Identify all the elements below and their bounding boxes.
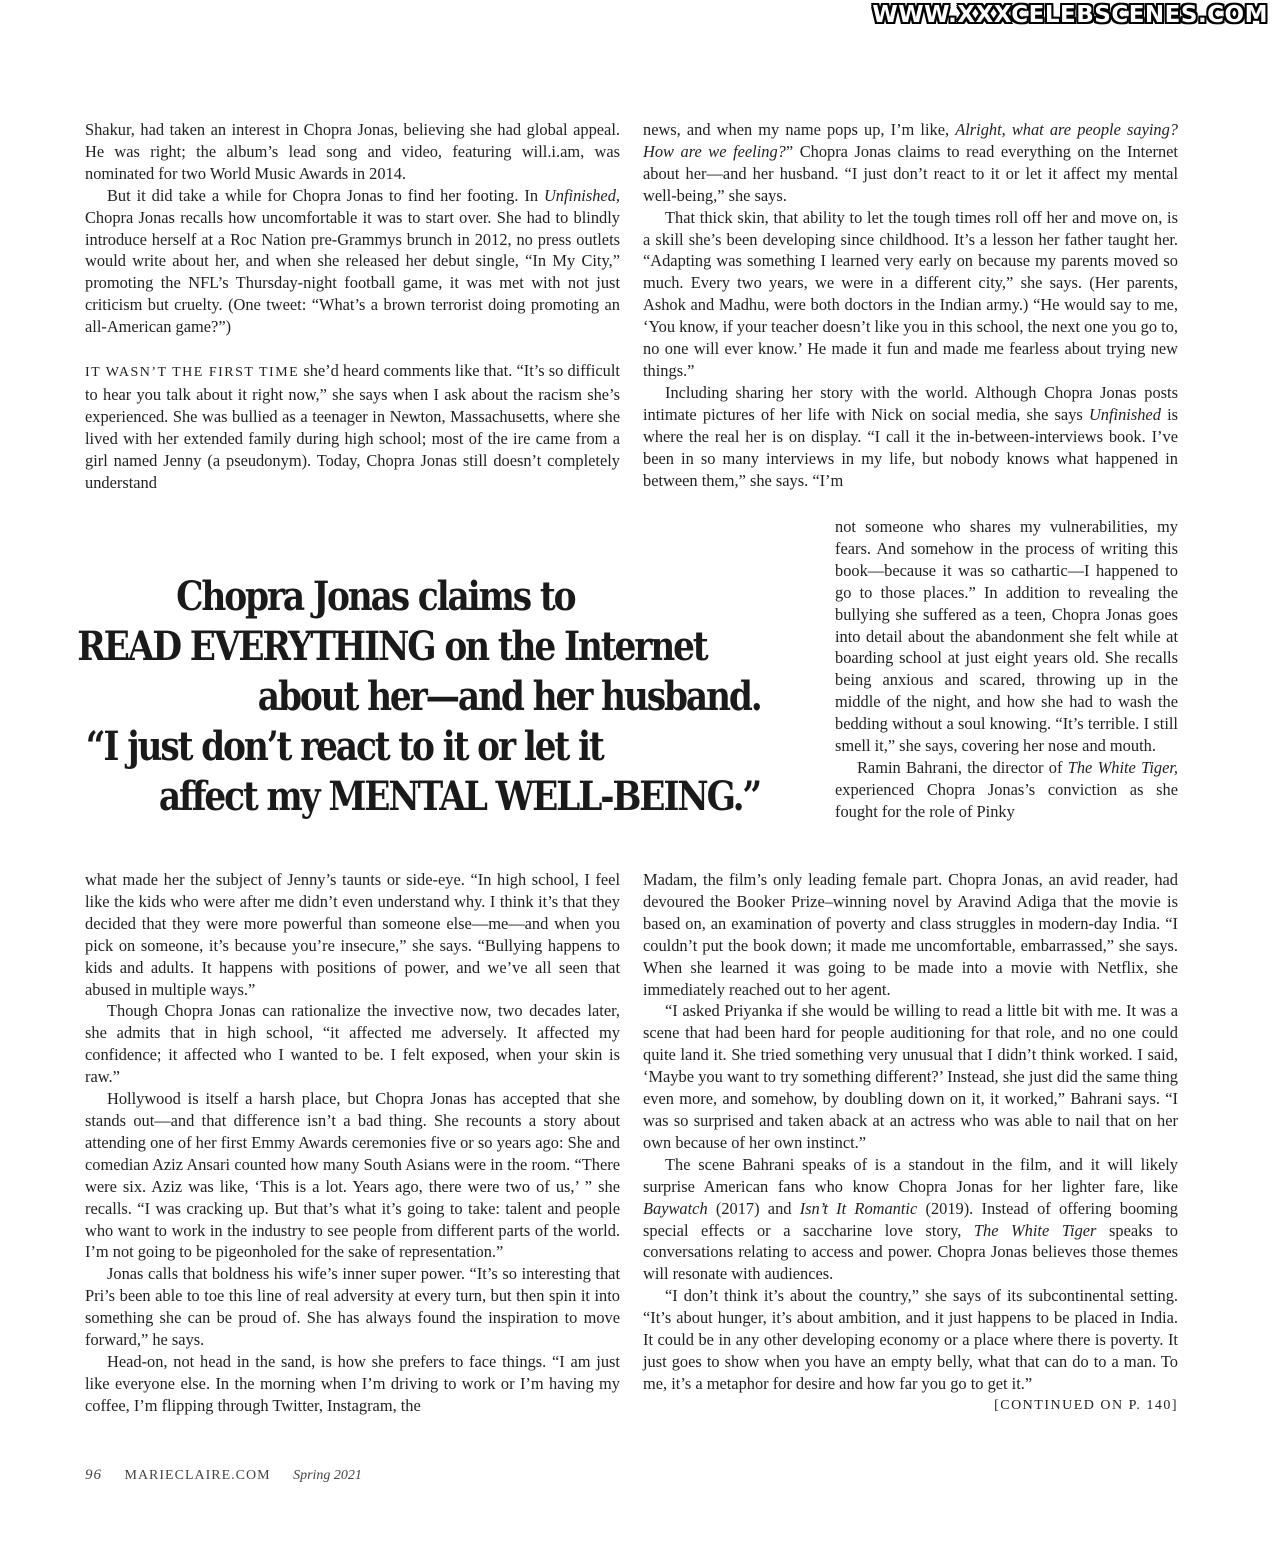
paragraph: Madam, the film’s only leading female part. Chopra Jonas, an avid reader, had devoured the Booker Prize–winning novel by Aravind Adiga that the movie is based on, an examination of poverty and class struggles in modern-day India. “I couldn’t put the book down; it made me uncomfortable, embarrassed,” she says. When she learned it was going to be made into a movie with Netflix, she immediately reached out to her agent. [643, 870, 1178, 999]
paragraph: Jonas calls that boldness his wife’s inner super power. “It’s so interesting that Pri’s been able to toe this line of real adversity at every turn, but then spin it into something she can be proud of. She has always found the inspiration to move forward,” he says. [85, 1264, 620, 1350]
continued-marker: [CONTINUED ON P. 140] [994, 1397, 1178, 1413]
paragraph: Ramin Bahrani, the director of The White Tiger, experienced Chopra Jonas’s conviction as she fought for the role of Pinky [835, 757, 1179, 821]
article-column-right-middle [835, 516, 1178, 823]
article-column-right-bottom [643, 869, 1178, 1417]
paragraph: “I asked Priyanka if she would be willing to read a little bit with me. It was a scene that had been hard for people auditioning for that role, and no one could quite land it. She tried something very unusual that I didn’t think worked. I said, ‘Maybe you want to try something different?’ Instead, she just did the same thing even more, and somehow, by doubling down on it, it worked,” Bahrani says. “I was so surprised and taken aback at an actress who was able to nail that on her own because of her own instinct.” [643, 1001, 1178, 1152]
article-column-left-bottom [85, 869, 620, 1417]
paragraph: But it did take a while for Chopra Jonas to find her footing. In Unfinished, Chopra Jonas recalls how uncomfortable it was to start over. She had to blindly introduce herself at a Roc Nation pre-Grammys brunch in 2012, no press outlets would write about her, and when she released her debut single, “In My City,” promoting the NFL’s Thursday-night football game, it was met with not just criticism but cruelty. (One tweet: “What’s a brown terrorist doing promoting an all-American game?”) [85, 185, 620, 337]
paragraph: not someone who shares my vulnerabilities, my fears. And somehow in the process of writing this book—because it was so cathartic—I happened to go to those places.” In addition to revealing the bullying she suffered as a teen, Chopra Jonas goes into detail about the abandonment she felt while at boarding school at just eight years old. She recalls being anxious and scared, throwing up in the middle of the night, and how she had to wash the bedding without a soul knowing. “It’s terrible. I still smell it,” she says, covering her nose and mouth. [835, 517, 1178, 756]
section-lead-in: IT WASN’T THE FIRST TIME [85, 365, 300, 381]
paragraph: news, and when my name pops up, I’m like, Alright, what are people saying? How are we feeling?” Chopra Jonas claims to read everything on the Internet about her—and her husband. “I just don’t react to it or let it affect my mental well-being,” she says. [643, 120, 1178, 205]
paragraph: Hollywood is itself a harsh place, but Chopra Jonas has accepted that she stands out—and that difference isn’t a bad thing. She recounts a story about attending one of her first Emmy Awards ceremonies five or so years ago: She and comedian Aziz Ansari counted how many South Asians were in the room. “There were six. Aziz was like, ‘This is a lot. Years ago, there were two of us,’ ” she recalls. “I was cracking up. But that’s what it’s going to take: talent and people who want to work in the industry to see people from different parts of the world. I’m not going to be pigeonholed for the sake of representation.” [85, 1089, 620, 1262]
pull-quote-line: “I just don’t react to it or let it [85, 723, 603, 770]
paragraph: That thick skin, that ability to let the tough times roll off her and move on, is a skill she’s been developing since childhood. It’s a lesson her father taught her. “Adapting was something I learned very early on because my parents moved so much. Every two years, we were in a different city,” she says. (Her parents, Ashok and Madhu, were both doctors in the Indian army.) “He would say to me, ‘You know, if your teacher doesn’t like you in this school, the next one you go to, no one will ever know.’ He made it fun and made me fearless about trying new things.” [643, 207, 1178, 380]
paragraph: “I don’t think it’s about the country,” she says of its subcontinental setting. “It’s about hunger, it’s about ambition, and it just happens to be placed in India. It could be in any other developing economy or a place where there is poverty. It just goes to show when you have an empty belly, what that can do to a man. To me, it’s a metaphor for desire and how far you go to get it.” [CONTINUED ON P. 140] [643, 1285, 1178, 1395]
paragraph: Though Chopra Jonas can rationalize the invective now, two decades later, she admits that in high school, “it affected me adversely. It affected my confidence; it affected who I wanted to be. I felt exposed, when your skin is raw.” [85, 1001, 620, 1087]
page-number: 96 [85, 1467, 102, 1483]
issue-date: Spring 2021 [293, 1468, 362, 1483]
pull-quote-line: affect my MENTAL WELL-BEING.” [158, 773, 761, 820]
section-lead-paragraph: IT WASN’T THE FIRST TIME she’d heard comments like that. “It’s so difficult to hear you talk about it right now,” she says when I ask about the racism she’s experienced. She was bullied as a teenager in Newton, Massachusetts, where she lived with her extended family during high school; most of the ire came from a girl named Jenny (a pseudonym). Today, Chopra Jonas still doesn’t completely understand [85, 361, 620, 492]
pull-quote-line: Chopra Jonas claims to [176, 573, 575, 620]
paragraph: Including sharing her story with the world. Although Chopra Jonas posts intimate pictures of her life with Nick on social media, she says Unfinished is where the real her is on display. “I call it the in-between-interviews book. I’ve been in so many interviews in my life, but nobody knows what happened in between them,” she says. “I’m [643, 382, 1178, 490]
page-footer [85, 1467, 380, 1484]
paragraph: Shakur, had taken an interest in Chopra Jonas, believing she had global appeal. He was right; the album’s lead song and video, featuring will.i.am, was nominated for two World Music Awards in 2014. [85, 120, 620, 183]
paragraph: what made her the subject of Jenny’s taunts or side-eye. “In high school, I feel like the kids who were after me didn’t even understand why. I think it’s that they decided that they were more powerful than someone else—me—and when you pick on someone, it’s because you’re insecure,” she says. “Bullying happens to kids and adults. It happens with positions of power, and we’ve all seen that abused in multiple ways.” [85, 870, 620, 999]
article-column-right-top [643, 119, 1178, 491]
watermark-text: WWW.XXXCELEBSCENES.COM [872, 2, 1268, 28]
article-column-left-top [85, 119, 620, 494]
site-name: MARIECLAIRE.COM [124, 1468, 271, 1483]
paragraph: Head-on, not head in the sand, is how she prefers to face things. “I am just like everyone else. In the morning when I’m driving to work or I’m having my coffee, I’m flipping through Twitter, Instagram, the [85, 1351, 620, 1415]
pull-quote-line: about her—and her husband. [257, 673, 761, 720]
pull-quote [60, 572, 761, 822]
pull-quote-line: READ EVERYTHING on the Internet [77, 623, 707, 670]
paragraph: The scene Bahrani speaks of is a standout in the film, and it will likely surprise American fans who know Chopra Jonas for her lighter fare, like Baywatch (2017) and Isn’t It Romantic (2019). Instead of offering booming special effects or a saccharine love story, The White Tiger speaks to conversations relating to access and power. Chopra Jonas believes those themes will resonate with audiences. [643, 1154, 1178, 1284]
